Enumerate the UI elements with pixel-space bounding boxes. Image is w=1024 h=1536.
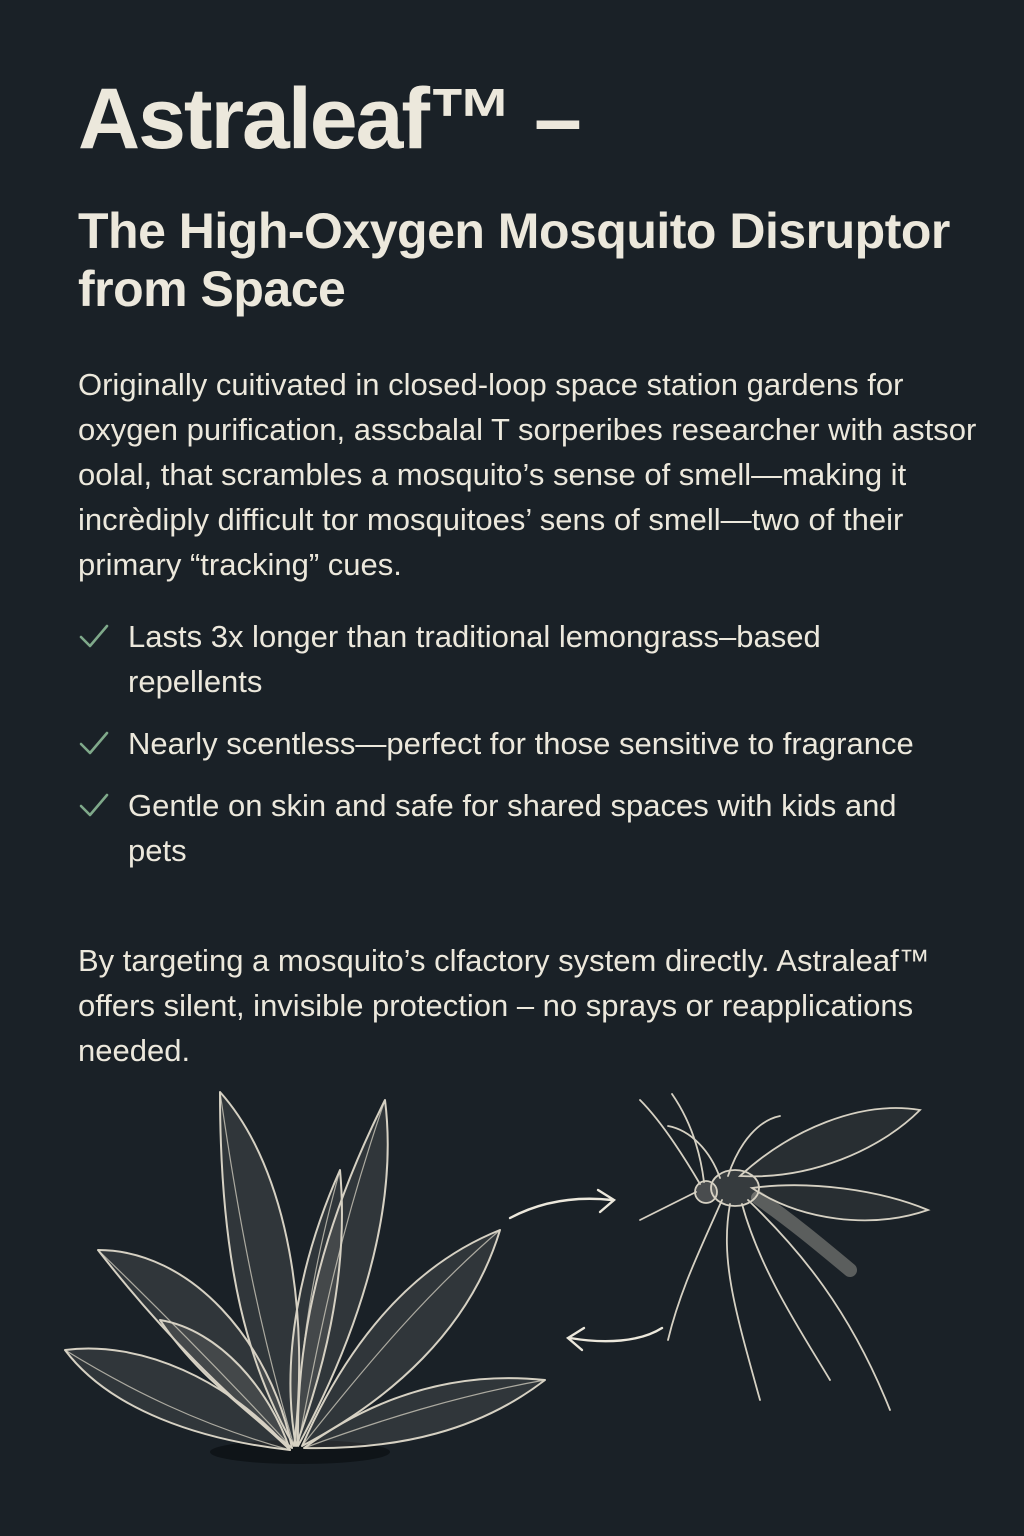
page-subtitle: The High-Oxygen Mosquito Disruptor from Space xyxy=(78,203,950,317)
page-title: Astraleaf™ – xyxy=(78,71,580,167)
feature-text: Nearly scentless—perfect for those sensitive to fragrance xyxy=(128,726,914,761)
arrow-right-icon xyxy=(510,1190,614,1218)
mosquito-illustration xyxy=(640,1094,928,1410)
feature-text: Lasts 3x longer than traditional lemongrass–based repellents xyxy=(128,619,821,699)
closing-paragraph: By targeting a mosquito’s clfactory system directly. Astraleaf™ offers silent, invisible protection – no sprays or reapplications needed. xyxy=(78,943,930,1068)
plant-illustration xyxy=(65,1092,545,1464)
feature-text: Gentle on skin and safe for shared spaces with kids and pets xyxy=(128,788,897,868)
intro-paragraph: Originally cuitivated in closed-loop space station gardens for oxygen purification, asscbalal T sorperibes researcher with astsor oolal, that scrambles a mosquito’s sense of smell—making it incrèdiply difficult tor mosquitoes’ sens of smell—two of their primary “tracking” cues. xyxy=(78,367,977,582)
feature-item xyxy=(78,721,958,766)
feature-list xyxy=(78,614,958,890)
checkmark-icon xyxy=(78,622,110,650)
checkmark-icon xyxy=(78,791,110,819)
feature-item xyxy=(78,614,958,704)
checkmark-icon xyxy=(78,729,110,757)
arrow-left-icon xyxy=(568,1328,662,1350)
illustration xyxy=(0,1080,1024,1536)
feature-item xyxy=(78,783,958,873)
